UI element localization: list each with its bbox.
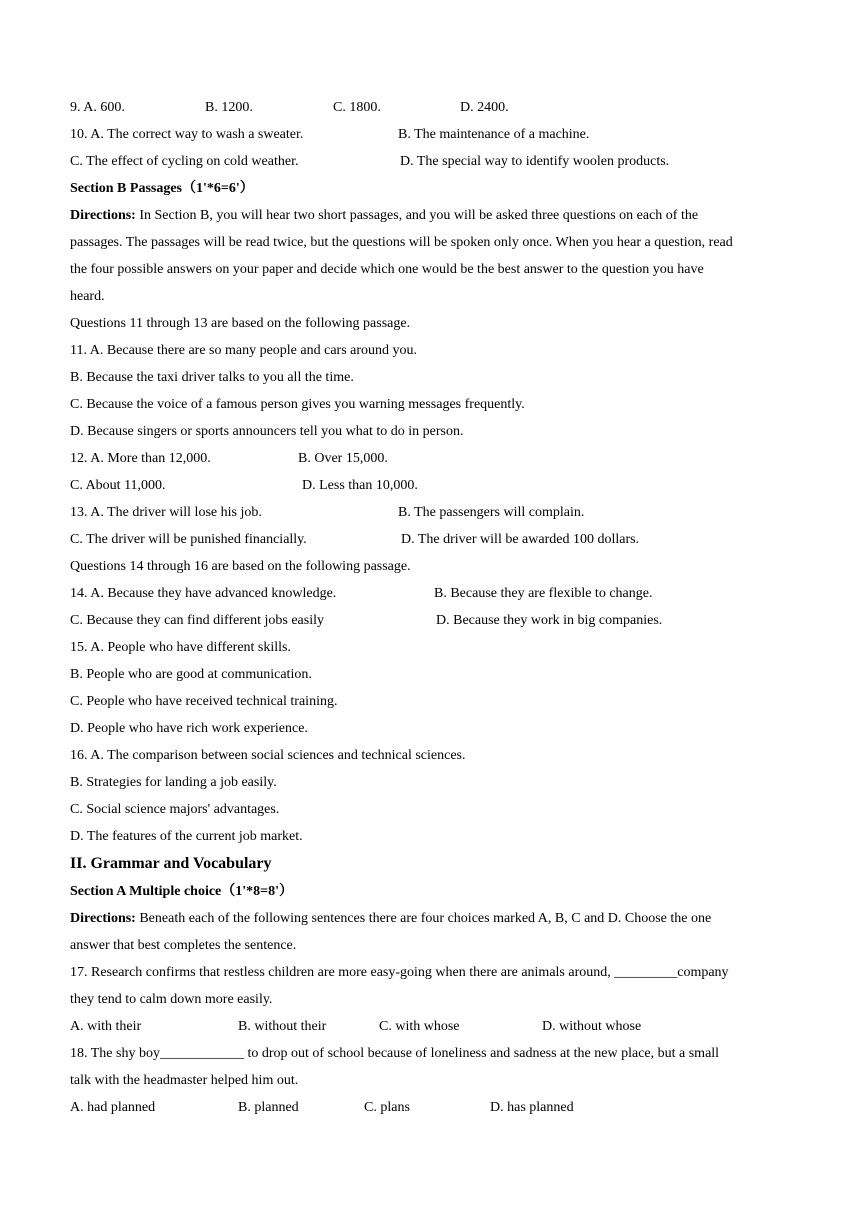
section-a-title: Section A Multiple choice（1'*8=8'） bbox=[70, 884, 294, 899]
directions-label: Directions: bbox=[70, 208, 136, 223]
q9-option-b: B. 1200. bbox=[205, 100, 253, 115]
q12-option-c: C. About 11,000. bbox=[70, 478, 166, 493]
q17-option-d: D. without whose bbox=[542, 1019, 642, 1034]
q18-option-b: B. planned bbox=[238, 1100, 299, 1115]
q17-stem-line-2: they tend to calm down more easily. bbox=[70, 992, 273, 1007]
q12-option-d: D. Less than 10,000. bbox=[302, 478, 418, 493]
q10-option-b: B. The maintenance of a machine. bbox=[398, 127, 590, 142]
q17-option-b: B. without their bbox=[238, 1019, 327, 1034]
q9-option-d: D. 2400. bbox=[460, 100, 509, 115]
q16-option-c: C. Social science majors' advantages. bbox=[70, 802, 280, 817]
section-b-title: Section B Passages（1'*6=6'） bbox=[70, 181, 254, 196]
q14-option-d: D. Because they work in big companies. bbox=[436, 613, 663, 628]
passage-1-intro: Questions 11 through 13 are based on the following passage. bbox=[70, 316, 411, 331]
section-b-directions-line-2: passages. The passages will be read twice, but the questions will be spoken only once. When you hear a question, read bbox=[70, 235, 733, 250]
q12-option-b: B. Over 15,000. bbox=[298, 451, 388, 466]
part-2-title: II. Grammar and Vocabulary bbox=[70, 855, 272, 872]
q18-stem-line-2: talk with the headmaster helped him out. bbox=[70, 1073, 299, 1088]
q13-option-d: D. The driver will be awarded 100 dollars. bbox=[401, 532, 640, 547]
q16-option-b: B. Strategies for landing a job easily. bbox=[70, 775, 277, 790]
q10-option-a: 10. A. The correct way to wash a sweater. bbox=[70, 127, 304, 142]
q15-option-c: C. People who have received technical training. bbox=[70, 694, 338, 709]
q18-option-d: D. has planned bbox=[490, 1100, 574, 1115]
q11-option-b: B. Because the taxi driver talks to you all the time. bbox=[70, 370, 354, 385]
q11-option-d: D. Because singers or sports announcers tell you what to do in person. bbox=[70, 424, 464, 439]
section-a-directions-line-2: answer that best completes the sentence. bbox=[70, 938, 297, 953]
directions-label: Directions: bbox=[70, 911, 136, 926]
q18-option-c: C. plans bbox=[364, 1100, 410, 1115]
q13-option-b: B. The passengers will complain. bbox=[398, 505, 585, 520]
q14-option-b: B. Because they are flexible to change. bbox=[434, 586, 653, 601]
section-a-directions-line-1: Directions: Beneath each of the following sentences there are four choices marked A, B, C and D. Choose the one bbox=[70, 911, 712, 926]
q11-option-a: 11. A. Because there are so many people and cars around you. bbox=[70, 343, 418, 358]
section-b-directions-line-1: Directions: In Section B, you will hear two short passages, and you will be asked three questions on each of the bbox=[70, 208, 699, 223]
q13-option-a: 13. A. The driver will lose his job. bbox=[70, 505, 262, 520]
q10-option-d: D. The special way to identify woolen products. bbox=[400, 154, 670, 169]
q17-stem-line-1: 17. Research confirms that restless children are more easy-going when there are animals around, _________company bbox=[70, 965, 729, 980]
q18-option-a: A. had planned bbox=[70, 1100, 156, 1115]
section-b-directions-line-3: the four possible answers on your paper and decide which one would be the best answer to the question you have bbox=[70, 262, 704, 277]
passage-2-intro: Questions 14 through 16 are based on the following passage. bbox=[70, 559, 411, 574]
q9-option-c: C. 1800. bbox=[333, 100, 381, 115]
q17-option-c: C. with whose bbox=[379, 1019, 460, 1034]
q16-option-d: D. The features of the current job market. bbox=[70, 829, 303, 844]
q14-option-c: C. Because they can find different jobs easily bbox=[70, 613, 324, 628]
q15-option-d: D. People who have rich work experience. bbox=[70, 721, 308, 736]
q9-option-a: 9. A. 600. bbox=[70, 100, 125, 115]
section-b-directions-line-4: heard. bbox=[70, 289, 105, 304]
q15-option-b: B. People who are good at communication. bbox=[70, 667, 312, 682]
q9-row bbox=[70, 99, 125, 117]
q11-option-c: C. Because the voice of a famous person gives you warning messages frequently. bbox=[70, 397, 525, 412]
q10-option-c: C. The effect of cycling on cold weather. bbox=[70, 154, 299, 169]
q12-option-a: 12. A. More than 12,000. bbox=[70, 451, 211, 466]
q15-option-a: 15. A. People who have different skills. bbox=[70, 640, 291, 655]
q14-option-a: 14. A. Because they have advanced knowledge. bbox=[70, 586, 337, 601]
q18-stem-line-1: 18. The shy boy____________ to drop out of school because of loneliness and sadness at the new place, but a small bbox=[70, 1046, 720, 1061]
q16-option-a: 16. A. The comparison between social sciences and technical sciences. bbox=[70, 748, 466, 763]
q13-option-c: C. The driver will be punished financially. bbox=[70, 532, 307, 547]
q17-option-a: A. with their bbox=[70, 1019, 142, 1034]
